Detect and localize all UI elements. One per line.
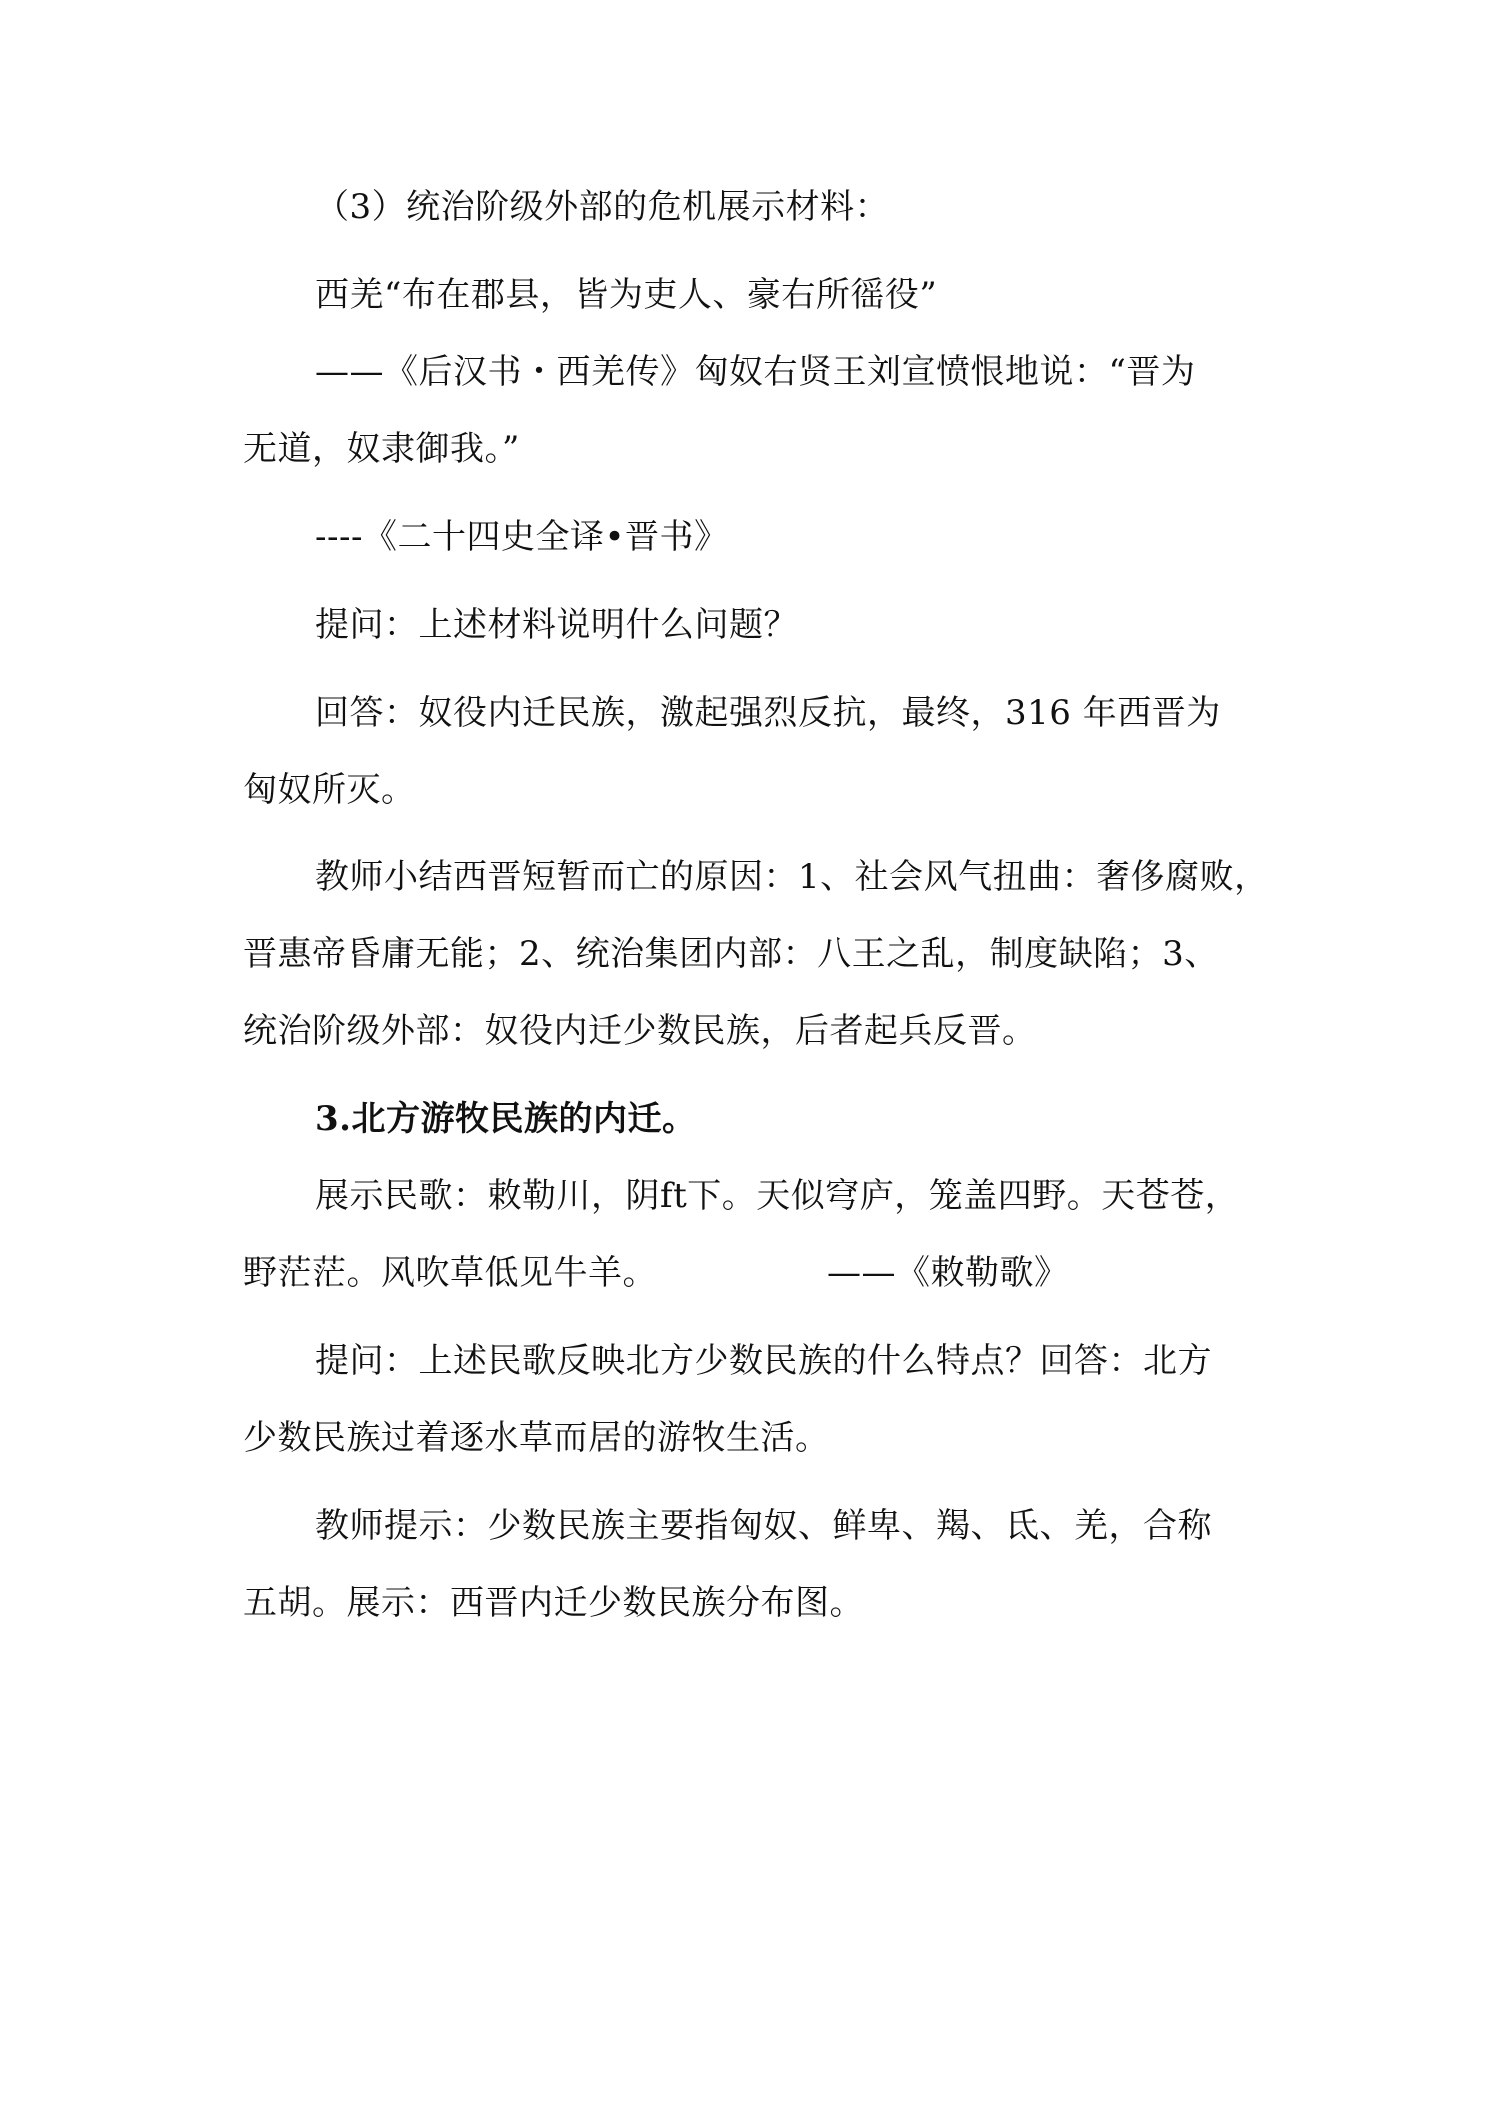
poem-line: 展示民歌：敕勒川，阴ft下。天似穹庐，笼盖四野。天苍苍，	[315, 1176, 1240, 1216]
poem-source: ——《敕勒歌》	[827, 1253, 1069, 1293]
answer-line: 回答：奴役内迁民族，激起强烈反抗，最终，316 年西晋为	[315, 693, 1221, 733]
answer-line: 匈奴所灭。	[243, 770, 416, 810]
paragraph-line: 西羌“布在郡县，皆为吏人、豪右所徭役”	[315, 275, 938, 315]
section-heading: 3.北方游牧民族的内迁。	[315, 1099, 697, 1139]
summary-line: 晋惠帝昏庸无能；2、统治集团内部：八王之乱，制度缺陷；3、	[243, 934, 1219, 974]
summary-line: 统治阶级外部：奴役内迁少数民族，后者起兵反晋。	[243, 1011, 1037, 1051]
answer-line: 少数民族过着逐水草而居的游牧生活。	[243, 1418, 830, 1458]
question-line: 提问：上述民歌反映北方少数民族的什么特点？回答：北方	[315, 1341, 1212, 1381]
citation-line: ----《二十四史全译•晋书》	[315, 517, 729, 557]
summary-line: 教师小结西晋短暂而亡的原因：1、社会风气扭曲：奢侈腐败，	[315, 857, 1269, 897]
poem-line	[243, 1251, 1253, 1295]
question-line: 提问：上述材料说明什么问题？	[315, 605, 798, 645]
paragraph-line: （3）统治阶级外部的危机展示材料：	[315, 187, 890, 227]
note-line: 五胡。展示：西晋内迁少数民族分布图。	[243, 1583, 864, 1623]
paragraph-line: ——《后汉书・西羌传》匈奴右贤王刘宣愤恨地说：“晋为	[315, 352, 1196, 392]
poem-text: 野茫茫。风吹草低见牛羊。	[243, 1253, 657, 1293]
paragraph-line: 无道，奴隶御我。”	[243, 429, 520, 469]
note-line: 教师提示：少数民族主要指匈奴、鲜卑、羯、氐、羌，合称	[315, 1506, 1212, 1546]
